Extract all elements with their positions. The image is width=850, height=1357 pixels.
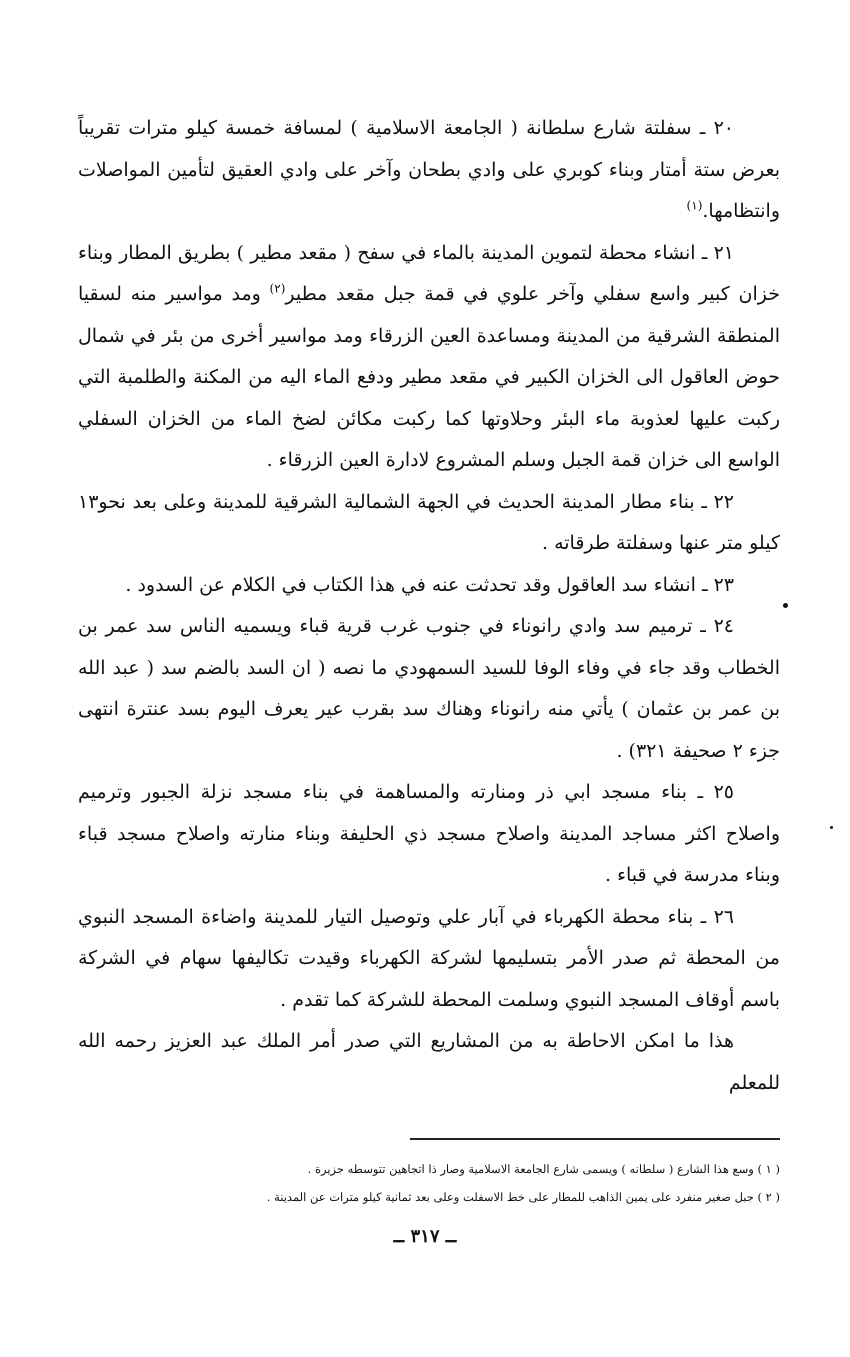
scan-speck [783, 603, 788, 608]
paragraph-content: ٢٠ ـ سفلتة شارع سلطانة ( الجامعة الاسلامية ) لمسافة خمسة كيلو مترات تقريباً بعرض ستة أمتار وبناء كوبري على وادي بطحان وآخر على وادي العقيق لتأمين المواصلات وانتظامها. [78, 117, 780, 222]
footnote-divider [410, 1138, 780, 1140]
main-text [78, 108, 780, 1104]
paragraph-text [78, 108, 780, 233]
footnote-1: ( ١ ) وسع هذا الشارع ( سلطانه ) ويسمى شارع الجامعة الاسلامية وصار ذا اتجاهين تتوسطه جزيرة . [307, 1162, 780, 1176]
paragraph-text [78, 233, 780, 482]
paragraph-25 [78, 772, 780, 897]
paragraph-text: ٢٢ ـ بناء مطار المدينة الحديث في الجهة الشمالية الشرقية للمدينة وعلى بعد نحو١٣ كيلو متر عنها وسفلتة طرقاته . [78, 490, 780, 554]
paragraph-content-continued: ومد مواسير منه لسقيا المنطقة الشرقية من المدينة ومساعدة العين الزرقاء ومد مواسير أخرى من بئر في شمال حوض العاقول الى الخزان الكبير في مقعد مطير ودفع الماء اليه من المكنة والطلمبة التي ركبت عليها لعذوبة ماء البئر وحلاوتها كما ركبت مكائن لضخ الماء من الخزان السفلي الواسع الى خزان قمة الجبل وسلم المشروع لادارة العين الزرقاء . [78, 283, 780, 471]
paragraph-text: ٢٥ ـ بناء مسجد ابي ذر ومنارته والمساهمة في بناء مسجد نزلة الجبور وترميم واصلاح اكثر مساجد المدينة واصلاح مسجد ذي الحليفة وبناء منارته واصلاح مسجد قباء وبناء مدرسة في قباء . [78, 781, 780, 886]
paragraph-20 [78, 108, 780, 233]
paragraph-text: ٢٦ ـ بناء محطة الكهرباء في آبار علي وتوصيل التيار للمدينة واضاءة المسجد النبوي من المحطة ثم صدر الأمر بتسليمها لشركة الكهرباء وقيدت تكاليفها سهام في الشركة باسم أوقاف المسجد النبوي وسلمت المحطة للشركة كما تقدم . [78, 905, 780, 1011]
page-number: ــ ٣١٧ ــ [393, 1226, 457, 1247]
footnote-2: ( ٢ ) جبل صغير منفرد على يمين الذاهب للمطار على خط الاسفلت وعلى بعد ثمانية كيلو مترات عن المدينة . [266, 1190, 780, 1204]
paragraph-text: ٢٤ ـ ترميم سد وادي رانوناء في جنوب غرب قرية قباء ويسميه الناس سد عمر بن الخطاب وقد جاء في وفاء الوفا للسيد السمهودي ما نصه ( ان السد بالضم سد ( عبد الله بن عمر بن عثمان ) يأتي منه رانوناء وهناك سد بقرب عير يعرف اليوم بسد عنترة انتهى جزء ٢ صحيفة ٣٢١) . [78, 615, 780, 762]
paragraph-21 [78, 233, 780, 482]
paragraph-text: ٢٣ ـ انشاء سد العاقول وقد تحدثت عنه في هذا الكتاب في الكلام عن السدود . [125, 573, 734, 596]
paragraph-23 [78, 565, 780, 607]
paragraph-24 [78, 606, 780, 772]
paragraph-22 [78, 482, 780, 565]
paragraph-closing [78, 1021, 780, 1104]
paragraph-text: هذا ما امكن الاحاطة به من المشاريع التي صدر أمر الملك عبد العزيز رحمه الله للمعلم [78, 1030, 780, 1094]
scan-speck [830, 826, 833, 829]
footnote-ref-2[interactable]: (٢) [269, 281, 286, 296]
footnotes [78, 1155, 780, 1211]
footnote-ref-1[interactable]: (١) [686, 198, 703, 213]
paragraph-content: ٢١ ـ انشاء محطة لتموين المدينة بالماء في سفح ( مقعد مطير ) بطريق المطار وبناء خزان كبير واسع سفلي وآخر علوي في قمة جبل مقعد مطير [78, 241, 780, 305]
paragraph-26 [78, 897, 780, 1022]
